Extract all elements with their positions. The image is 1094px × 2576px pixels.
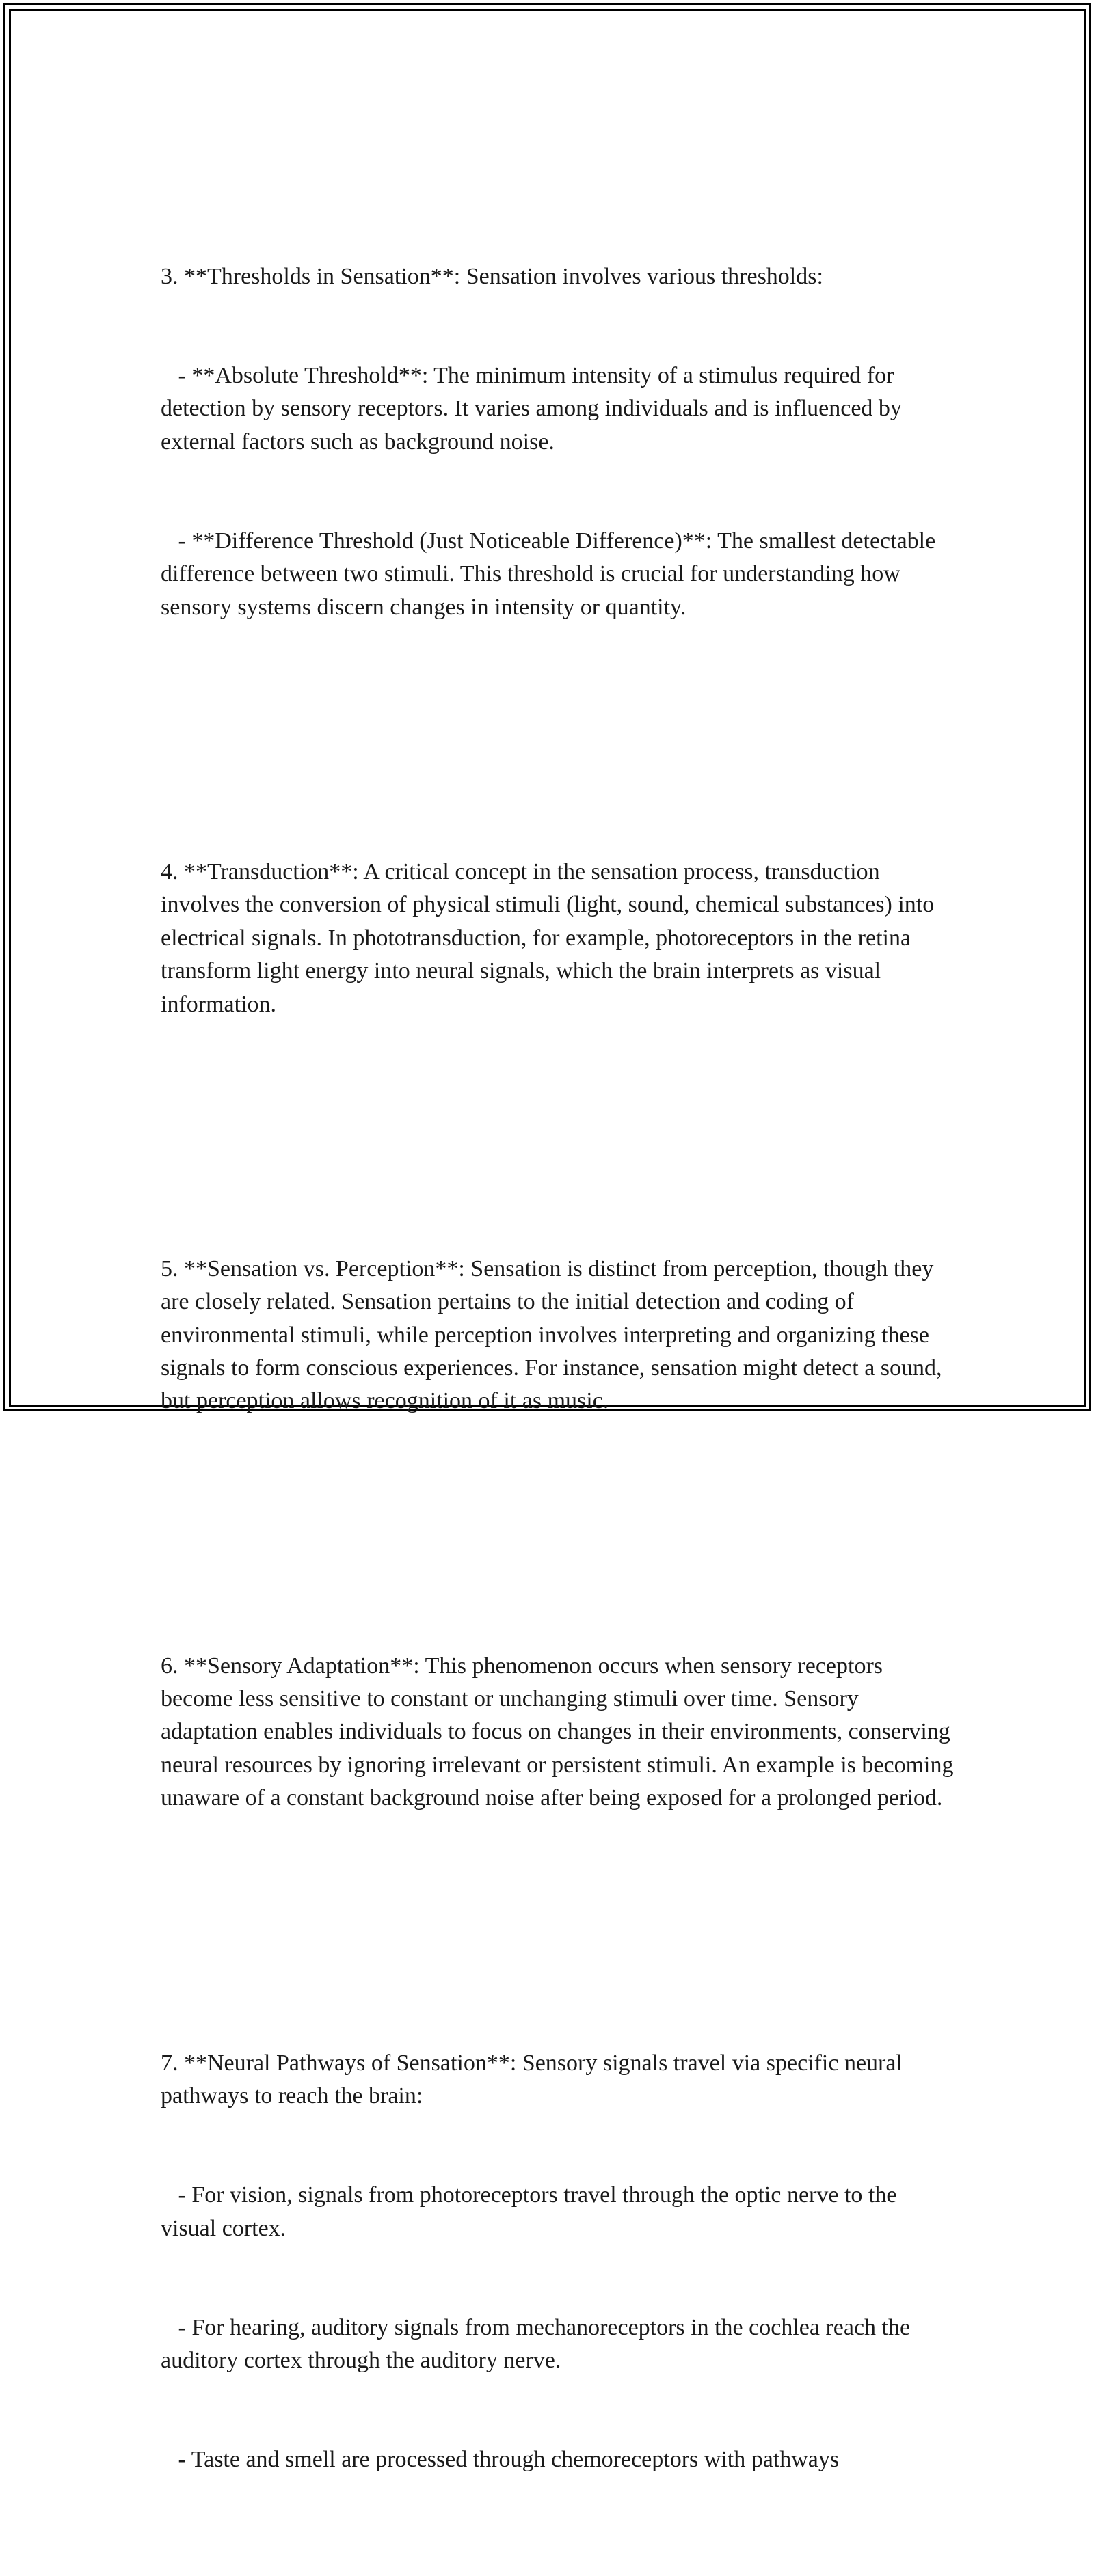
- paragraph-sensation-vs-perception: [161, 1187, 954, 1484]
- paragraph-line: 4. **Transduction**: A critical concept in the sensation process, transduction involves the conversion of physical stimuli (light, sound, chemical substances) into electrical signals. In phototransduction, for example, photoreceptors in the retina transform light energy into neural signals, which the brain interprets as visual information.: [161, 858, 940, 1017]
- list-item-taste-smell: - Taste and smell are processed through chemoreceptors with pathways: [161, 2447, 840, 2473]
- paragraph-line: 7. **Neural Pathways of Sensation**: Sensory signals travel via specific neural pathways to reach the brain:: [161, 2050, 909, 2109]
- document-body: [161, 128, 959, 2576]
- paragraph-thresholds: [161, 194, 954, 690]
- list-item-difference-threshold: - **Difference Threshold (Just Noticeable Difference)**: The smallest detectable difference between two stimuli. This threshold is crucial for understanding how sensory systems discern changes in intensity or quantity.: [161, 528, 942, 620]
- paragraph-line: 6. **Sensory Adaptation**: This phenomenon occurs when sensory receptors become less sensitive to constant or unchanging stimuli over time. Sensory adaptation enables individuals to focus on changes in their environments, conserving neural resources by ignoring irrelevant or persistent stimuli. An example is becoming unaware of a constant background noise after being exposed for a prolonged period.: [161, 1653, 959, 1811]
- paragraph-line: 3. **Thresholds in Sensation**: Sensation involves various thresholds:: [161, 263, 823, 289]
- paragraph-sensory-adaptation: [161, 1584, 959, 1882]
- paragraph-transduction: [161, 789, 954, 1087]
- list-item-vision: - For vision, signals from photoreceptors travel through the optic nerve to the visual cortex.: [161, 2182, 903, 2241]
- paragraph-line: 5. **Sensation vs. Perception**: Sensation is distinct from perception, though they are closely related. Sensation pertains to the initial detection and coding of environmental stimuli, while perception involves interpreting and organizing these signals to form conscious experiences. For instance, sensation might detect a sound, but perception allows recognition of it as music.: [161, 1256, 948, 1414]
- list-item-absolute-threshold: - **Absolute Threshold**: The minimum intensity of a stimulus required for detection by sensory receptors. It varies among individuals and is influenced by external factors such as background noise.: [161, 362, 908, 455]
- list-item-hearing: - For hearing, auditory signals from mechanoreceptors in the cochlea reach the auditory cortex through the auditory nerve.: [161, 2314, 916, 2374]
- paragraph-neural-pathways: [161, 1981, 954, 2543]
